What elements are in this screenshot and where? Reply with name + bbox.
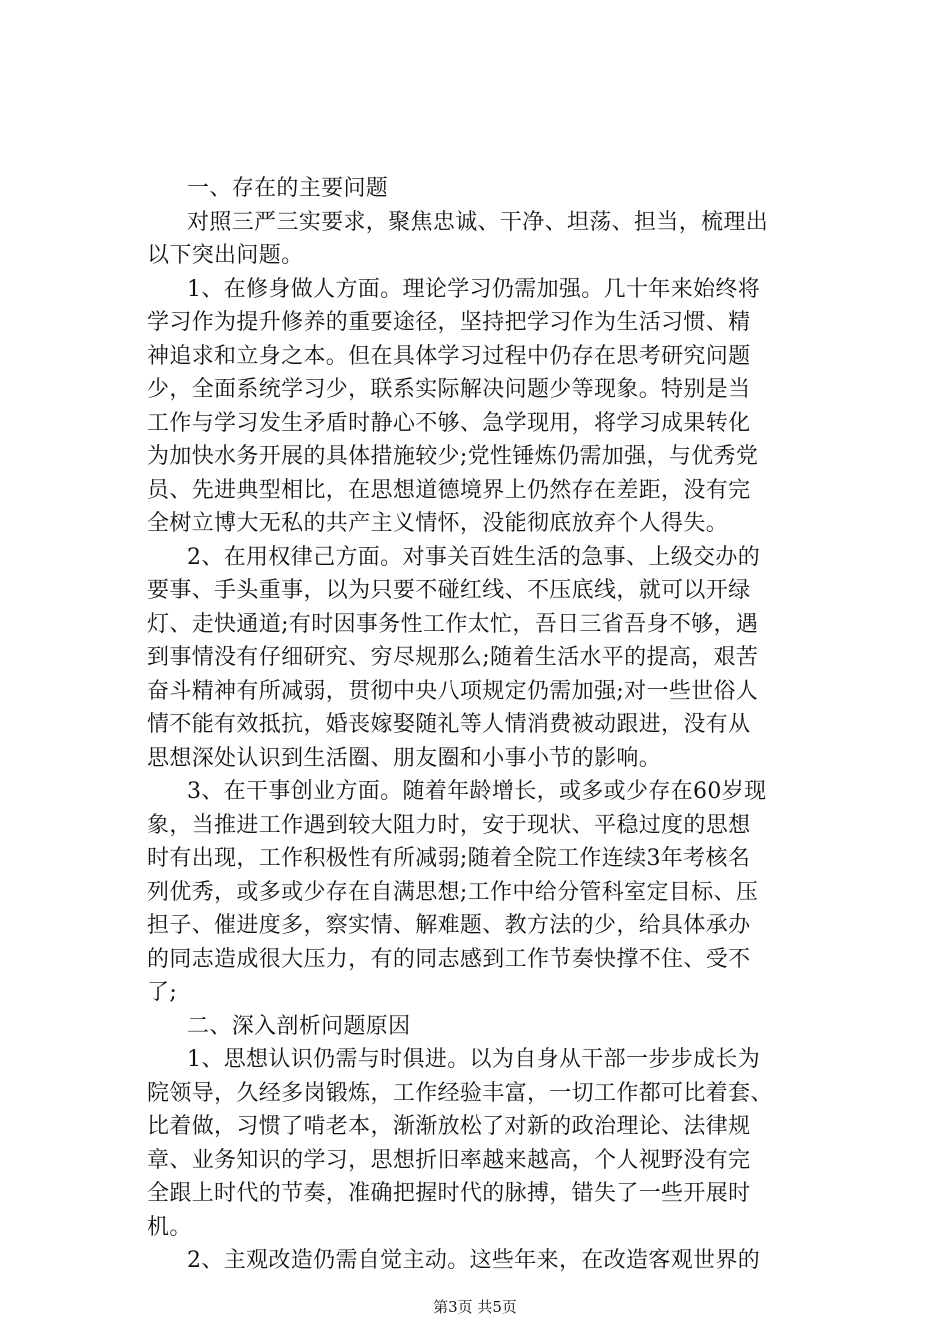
text-line: 1、思想认识仍需与时俱进。以为自身从干部一步步成长为 — [187, 1047, 761, 1072]
document-body — [147, 172, 837, 1278]
text-line: 对照三严三实要求，聚焦忠诚、干净、坦荡、担当，梳理出 — [187, 209, 769, 235]
text-line: 为加快水务开展的具体措施较少;党性锤炼仍需加强，与优秀党 — [147, 444, 759, 469]
text-line: 3、在干事创业方面。随着年龄增长，或多或少存在60岁现 — [187, 779, 767, 804]
text-line: 全树立博大无私的共产主义情怀，没能彻底放弃个人得失。 — [147, 511, 729, 536]
text-line: 2、在用权律己方面。对事关百姓生活的急事、上级交办的 — [187, 544, 761, 570]
text-line: 机。 — [147, 1214, 192, 1240]
text-line: 以下突出问题。 — [147, 243, 304, 268]
text-line: 时有出现，工作积极性有所减弱;随着全院工作连续3年考核名 — [147, 846, 751, 871]
text-line: 2、主观改造仍需自觉主动。这些年来，在改造客观世界的 — [187, 1248, 761, 1273]
text-line: 少，全面系统学习少，联系实际解决问题少等现象。特别是当 — [147, 377, 751, 402]
text-line: 担子、催进度多，察实情、解难题、教方法的少，给具体承办 — [147, 913, 751, 938]
text-line: 章、业务知识的学习，思想折旧率越来越高，个人视野没有完 — [147, 1147, 751, 1173]
text-line: 员、先进典型相比，在思想道德境界上仍然存在差距，没有完 — [147, 477, 751, 503]
page-footer: 第3页 共5页 — [433, 1298, 517, 1316]
text-line: 全跟上时代的节奏，准确把握时代的脉搏，错失了一些开展时 — [147, 1181, 751, 1206]
text-line: 学习作为提升修养的重要途径，坚持把学习作为生活习惯、精 — [147, 310, 751, 335]
text-line: 比着做，习惯了啃老本，渐渐放松了对新的政治理论、法律规 — [147, 1114, 751, 1139]
text-line: 工作与学习发生矛盾时静心不够、急学现用，将学习成果转化 — [147, 410, 751, 436]
text-line: 的同志造成很大压力，有的同志感到工作节奏快撑不住、受不 — [147, 946, 751, 972]
text-line: 神追求和立身之本。但在具体学习过程中仍存在思考研究问题 — [147, 343, 751, 369]
text-line: 1、在修身做人方面。理论学习仍需加强。几十年来始终将 — [187, 276, 761, 302]
text-line: 奋斗精神有所减弱，贯彻中央八项规定仍需加强;对一些世俗人 — [147, 678, 759, 704]
text-line: 到事情没有仔细研究、穷尽规那么;随着生活水平的提高，艰苦 — [147, 645, 759, 670]
text-line: 情不能有效抵抗，婚丧嫁娶随礼等人情消费被动跟进，没有从 — [147, 712, 751, 737]
text-line: 了; — [147, 980, 178, 1005]
text-line: 灯、走快通道;有时因事务性工作太忙，吾日三省吾身不够，遇 — [147, 611, 759, 637]
text-line: 院领导，久经多岗锻炼，工作经验丰富，一切工作都可比着套、 — [147, 1080, 773, 1106]
text-line: 象，当推进工作遇到较大阻力时，安于现状、平稳过度的思想 — [147, 812, 751, 838]
text-line: 思想深处认识到生活圈、朋友圈和小事小节的影响。 — [147, 745, 662, 771]
text-line: 二、深入剖析问题原因 — [187, 1013, 411, 1039]
text-line: 列优秀，或多或少存在自满思想;工作中给分管科室定目标、压 — [147, 879, 759, 905]
text-line: 要事、手头重事，以为只要不碰红线、不压底线，就可以开绿 — [147, 578, 751, 603]
text-line: 一、存在的主要问题 — [187, 176, 389, 201]
